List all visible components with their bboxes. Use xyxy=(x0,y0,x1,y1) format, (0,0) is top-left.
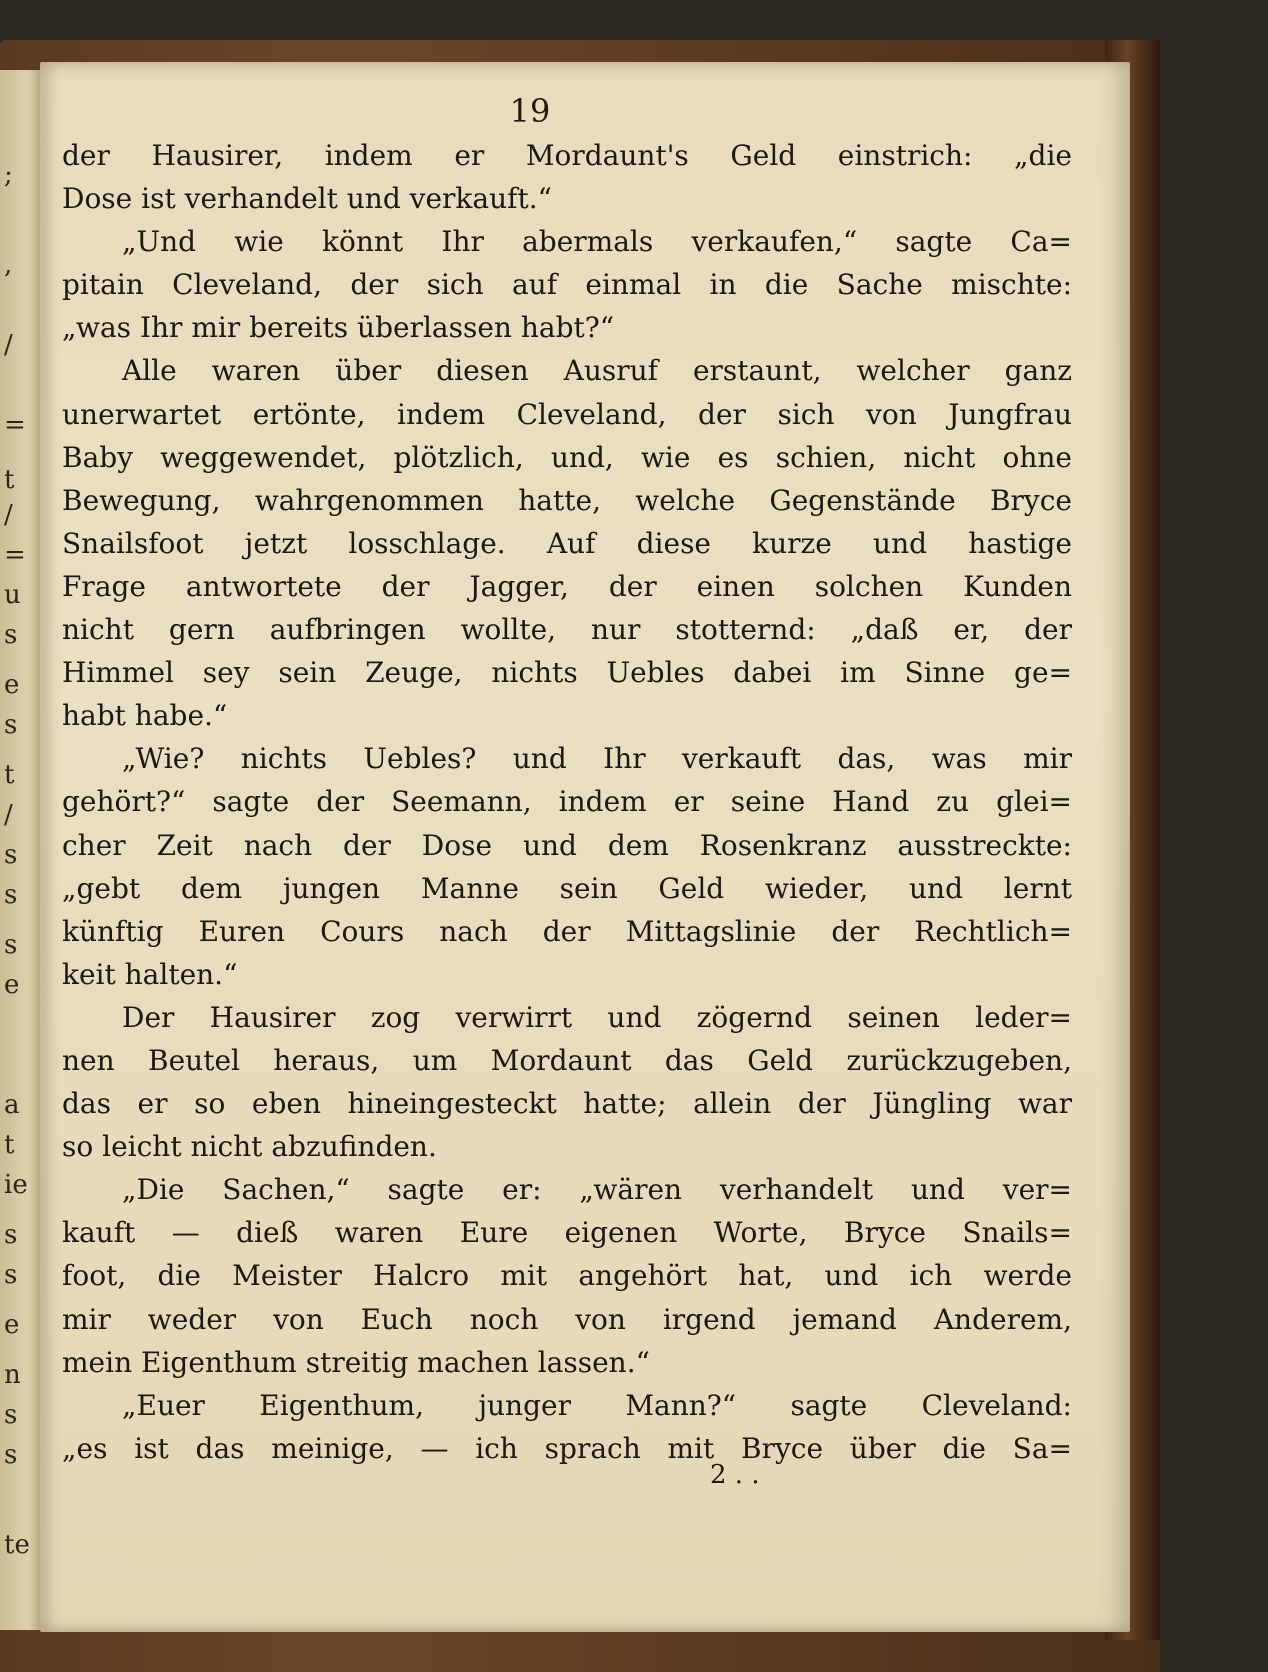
text-line: Snailsfoot jetzt losschlage. Auf diese kurze und hastige xyxy=(62,526,1072,560)
text-line: Himmel sey sein Zeuge, nichts Uebles dabei im Sinne ge= xyxy=(62,656,1072,690)
text-line: „gebt dem jungen Manne sein Geld wieder, und lernt xyxy=(62,871,1072,905)
text-line: mein Eigenthum streitig machen lassen.“ xyxy=(62,1345,650,1379)
text-line: „es ist das meinige, — ich sprach mit Bryce über die Sa= xyxy=(62,1431,1072,1465)
text-line: cher Zeit nach der Dose und dem Rosenkranz ausstreckte: xyxy=(62,828,1072,862)
previous-page-fragment: t xyxy=(4,760,15,790)
page-text xyxy=(62,134,1072,1470)
text-line: das er so eben hineingesteckt hatte; allein der Jüngling war xyxy=(62,1087,1072,1121)
previous-page-edge xyxy=(0,70,40,1630)
previous-page-fragment: s xyxy=(4,930,18,960)
previous-page-fragment: , xyxy=(4,250,13,280)
text-line: Dose ist verhandelt und verkauft.“ xyxy=(62,182,552,216)
text-line: nicht gern aufbringen wollte, nur stotternd: „daß er, der xyxy=(62,613,1072,647)
text-line: Der Hausirer zog verwirrt und zögernd seinen leder= xyxy=(122,1000,1072,1034)
previous-page-fragment: t xyxy=(4,1130,15,1160)
previous-page-fragment: s xyxy=(4,880,18,910)
text-line: „Euer Eigenthum, junger Mann?“ sagte Cleveland: xyxy=(122,1388,1072,1422)
text-line: gehört?“ sagte der Seemann, indem er seine Hand zu glei= xyxy=(62,785,1072,819)
text-line: Frage antwortete der Jagger, der einen solchen Kunden xyxy=(62,569,1072,603)
previous-page-fragment: / xyxy=(4,330,13,360)
previous-page-fragment: t xyxy=(4,465,15,495)
previous-page-fragment: s xyxy=(4,620,18,650)
text-line: künftig Euren Cours nach der Mittagslinie der Rechtlich= xyxy=(62,914,1072,948)
text-line: „Die Sachen,“ sagte er: „wären verhandelt und ver= xyxy=(122,1173,1072,1207)
previous-page-fragment: s xyxy=(4,1220,18,1250)
text-line: unerwartet ertönte, indem Cleveland, der sich von Jungfrau xyxy=(62,397,1072,431)
text-line: „Wie? nichts Uebles? und Ihr verkauft das, was mir xyxy=(122,742,1072,776)
text-line: der Hausirer, indem er Mordaunt's Geld einstrich: „die xyxy=(62,139,1072,172)
text-line: keit halten.“ xyxy=(62,957,238,991)
previous-page-fragment: / xyxy=(4,500,13,530)
previous-page-fragment: s xyxy=(4,840,18,870)
previous-page-fragment: a xyxy=(4,1090,20,1120)
text-line: Baby weggewendet, plötzlich, und, wie es schien, nicht ohne xyxy=(62,440,1072,474)
previous-page-fragment: s xyxy=(4,1400,18,1430)
text-line: so leicht nicht abzufinden. xyxy=(62,1130,437,1164)
previous-page-fragment: e xyxy=(4,1310,20,1340)
previous-page-fragment: ie xyxy=(4,1170,28,1200)
signature-mark: 2 . . xyxy=(710,1460,760,1490)
page-number: 19 xyxy=(509,92,551,130)
previous-page-fragment: / xyxy=(4,800,13,830)
text-line: nen Beutel heraus, um Mordaunt das Geld zurückzugeben, xyxy=(62,1043,1072,1077)
text-line: kauft — dieß waren Eure eigenen Worte, Bryce Snails= xyxy=(62,1216,1072,1250)
text-line: „was Ihr mir bereits überlassen habt?“ xyxy=(62,311,615,345)
previous-page-fragment: te xyxy=(4,1530,30,1560)
previous-page-fragment: = xyxy=(4,410,26,440)
previous-page-fragment: s xyxy=(4,1440,18,1470)
text-line: pitain Cleveland, der sich auf einmal in die Sache mischte: xyxy=(62,268,1072,302)
previous-page-fragment: s xyxy=(4,1260,18,1290)
text-line: Bewegung, wahrgenommen hatte, welche Gegenstände Bryce xyxy=(62,483,1072,517)
text-line: foot, die Meister Halcro mit angehört hat, und ich werde xyxy=(62,1259,1072,1293)
text-line: „Und wie könnt Ihr abermals verkaufen,“ sagte Ca= xyxy=(122,225,1072,259)
previous-page-fragment: e xyxy=(4,970,20,1000)
previous-page-fragment: ; xyxy=(4,160,13,190)
previous-page-fragment: e xyxy=(4,670,20,700)
previous-page-fragment: u xyxy=(4,580,21,610)
text-line: Alle waren über diesen Ausruf erstaunt, welcher ganz xyxy=(122,354,1072,388)
book-page xyxy=(40,62,1130,1632)
previous-page-fragment: s xyxy=(4,710,18,740)
previous-page-fragment: = xyxy=(4,540,26,570)
text-line: habt habe.“ xyxy=(62,699,228,733)
previous-page-fragment: n xyxy=(4,1360,21,1390)
text-line: mir weder von Euch noch von irgend jemand Anderem, xyxy=(62,1302,1072,1336)
